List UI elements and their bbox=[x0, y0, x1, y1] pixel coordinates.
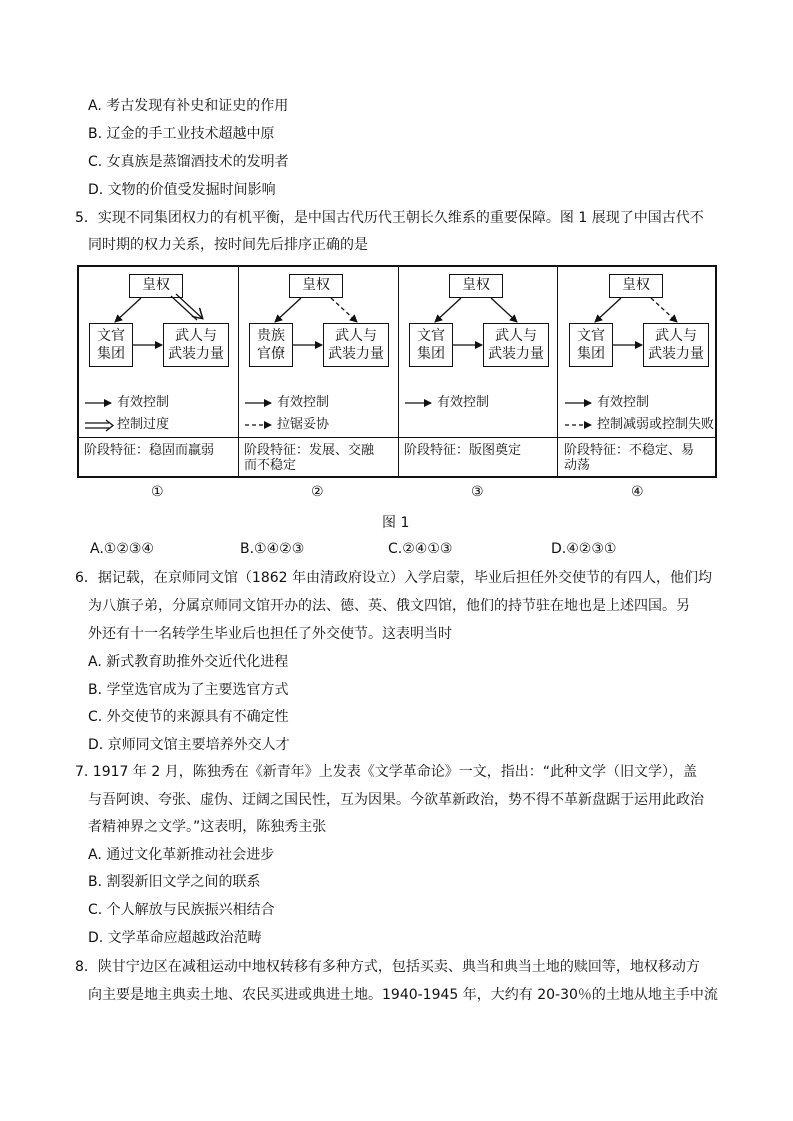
panel-3-stage-feature: 阶段特征：版图奠定 bbox=[404, 443, 522, 458]
panel-2-right-box-line: 武人与 bbox=[335, 328, 377, 344]
panel-2-legend-label: 拉锯妥协 bbox=[277, 417, 330, 432]
panel-1-arrow-top-left bbox=[115, 298, 141, 322]
panel-1-right-box-line: 武装力量 bbox=[168, 346, 224, 362]
panel-2-right-box-line: 武装力量 bbox=[328, 346, 384, 362]
panel-4-left-box-line: 集团 bbox=[577, 346, 605, 362]
panel-4-imperial-power-box: 皇权 bbox=[609, 274, 663, 298]
panel-1-legend-label: 有效控制 bbox=[117, 395, 170, 410]
panel-1-imperial-power-box: 皇权 bbox=[129, 274, 183, 298]
panel-3-left-box-line: 集团 bbox=[417, 346, 445, 362]
q8-stem-line-2: 向主要是地主典卖土地、农民买进或典进土地。1940-1945 年，大约有 20-30％的土地从地主手中流 bbox=[88, 987, 718, 1003]
panel-2-imperial-power-box: 皇权 bbox=[289, 274, 343, 298]
panel-4-arrow-top-left bbox=[595, 298, 621, 322]
panel-3-right-box-line: 武人与 bbox=[495, 328, 537, 344]
panel-4-left-box-line: 文官 bbox=[577, 328, 605, 344]
q7-stem-line-1: 7. 1917 年 2 月，陈独秀在《新青年》上发表《文学革命论》一文，指出：“此种文学（旧文学），盖 bbox=[75, 764, 697, 780]
q7-option-b: B. 割裂新旧文学之间的联系 bbox=[88, 874, 261, 890]
q4-option-a: A. 考古发现有补史和证史的作用 bbox=[88, 98, 289, 114]
panel-4-stage-feature: 动荡 bbox=[564, 458, 591, 473]
q6-option-c: C. 外交使节的来源具有不确定性 bbox=[88, 709, 289, 725]
q6-option-a: A. 新式教育助推外交近代化进程 bbox=[88, 654, 289, 670]
panel-2-arrow-top-left bbox=[275, 298, 301, 322]
q6-option-d: D. 京师同文馆主要培养外交人才 bbox=[88, 737, 290, 753]
panel-4-arrow-top-right bbox=[651, 298, 677, 322]
panel-4-stage-feature: 阶段特征：不稳定、易 bbox=[564, 443, 695, 458]
q5-option-b: B.①④②③ bbox=[240, 541, 305, 557]
q4-option-b: B. 辽金的手工业技术超越中原 bbox=[88, 126, 275, 142]
panel-1-arrow-top-right-2 bbox=[176, 294, 202, 318]
panel-2-stage-feature: 阶段特征：发展、交融 bbox=[244, 443, 375, 458]
q5-stem-line-1: 5．实现不同集团权力的有机平衡，是中国古代历代王朝长久维系的重要保障。图 1 展现了中国古代不 bbox=[75, 210, 704, 226]
q6-stem-line-1: 6．据记载，在京师同文馆（1862 年由清政府设立）入学启蒙，毕业后担任外交使节的有四人，他们均 bbox=[75, 570, 712, 586]
q7-option-d: D. 文学革命应超越政治范畴 bbox=[88, 930, 262, 946]
q8-stem-line-1: 8．陕甘宁边区在减租运动中地权转移有多种方式，包括买卖、典当和典当土地的赎回等，地权移动方 bbox=[75, 959, 700, 975]
panel-3-left-box-line: 文官 bbox=[417, 328, 445, 344]
panel-4-legend-label: 控制减弱或控制失败 bbox=[597, 417, 715, 432]
panel-4-right-box-line: 武装力量 bbox=[648, 346, 704, 362]
panel-1-stage-feature: 阶段特征：稳固而羸弱 bbox=[84, 443, 215, 458]
panel-2-stage-feature: 而不稳定 bbox=[244, 458, 297, 473]
panel-number-2: ② bbox=[311, 484, 324, 500]
q7-stem-line-3: 者精神界之文学。”这表明，陈独秀主张 bbox=[88, 819, 327, 835]
q6-stem-line-3: 外还有十一名转学生毕业后也担任了外交使节。这表明当时 bbox=[88, 626, 452, 642]
panel-3-right-box-line: 武装力量 bbox=[488, 346, 544, 362]
panel-3-imperial-power-box: 皇权 bbox=[449, 274, 503, 298]
q4-option-d: D. 文物的价值受发掘时间影响 bbox=[88, 182, 276, 198]
q5-option-c: C.②④①③ bbox=[388, 541, 453, 557]
panel-4-legend-label: 有效控制 bbox=[597, 395, 650, 410]
panel-3-legend-label: 有效控制 bbox=[437, 395, 490, 410]
q6-stem-line-2: 为八旗子弟，分属京师同文馆开办的法、德、英、俄文四馆，他们的持节驻在地也是上述四国。另 bbox=[88, 598, 690, 614]
q5-option-d: D.④②③① bbox=[551, 541, 617, 557]
q7-option-c: C. 个人解放与民族振兴相结合 bbox=[88, 902, 275, 918]
panel-2-left-box-line: 官僚 bbox=[257, 346, 285, 362]
figure-1-power-diagram bbox=[77, 265, 717, 478]
panel-1-right-box-line: 武人与 bbox=[175, 328, 217, 344]
panel-1-left-box-line: 文官 bbox=[97, 328, 125, 344]
q5-stem-line-2: 同时期的权力关系，按时间先后排序正确的是 bbox=[88, 237, 368, 253]
q7-option-a: A. 通过文化革新推动社会进步 bbox=[88, 847, 275, 863]
panel-4-right-box-line: 武人与 bbox=[655, 328, 697, 344]
panel-2-arrow-top-right bbox=[331, 298, 357, 322]
panel-number-1: ① bbox=[151, 484, 164, 500]
panel-number-4: ④ bbox=[631, 484, 644, 500]
q6-option-b: B. 学堂选官成为了主要选官方式 bbox=[88, 682, 289, 698]
q7-stem-line-2: 与吾阿谀、夸张、虚伪、迂阔之国民性，互为因果。今欲革新政治，势不得不革新盘踞于运用此政治 bbox=[88, 792, 704, 808]
panel-2-legend-label: 有效控制 bbox=[277, 395, 330, 410]
panel-2-left-box-line: 贵族 bbox=[257, 328, 285, 344]
panel-1-left-box-line: 集团 bbox=[97, 346, 125, 362]
panel-1-arrow-top-right bbox=[171, 296, 197, 320]
panel-1-legend-symbol-head bbox=[106, 420, 113, 431]
q4-option-c: C. 女真族是蒸馏酒技术的发明者 bbox=[88, 154, 289, 170]
panel-number-3: ③ bbox=[471, 484, 484, 500]
panel-1-legend-label: 控制过度 bbox=[117, 417, 170, 432]
panel-3-arrow-top-left bbox=[435, 298, 461, 322]
q5-option-a: A.①②③④ bbox=[90, 541, 154, 557]
figure-caption: 图 1 bbox=[382, 515, 410, 531]
panel-3-arrow-top-right bbox=[491, 298, 517, 322]
diagram-arrows bbox=[79, 267, 719, 480]
